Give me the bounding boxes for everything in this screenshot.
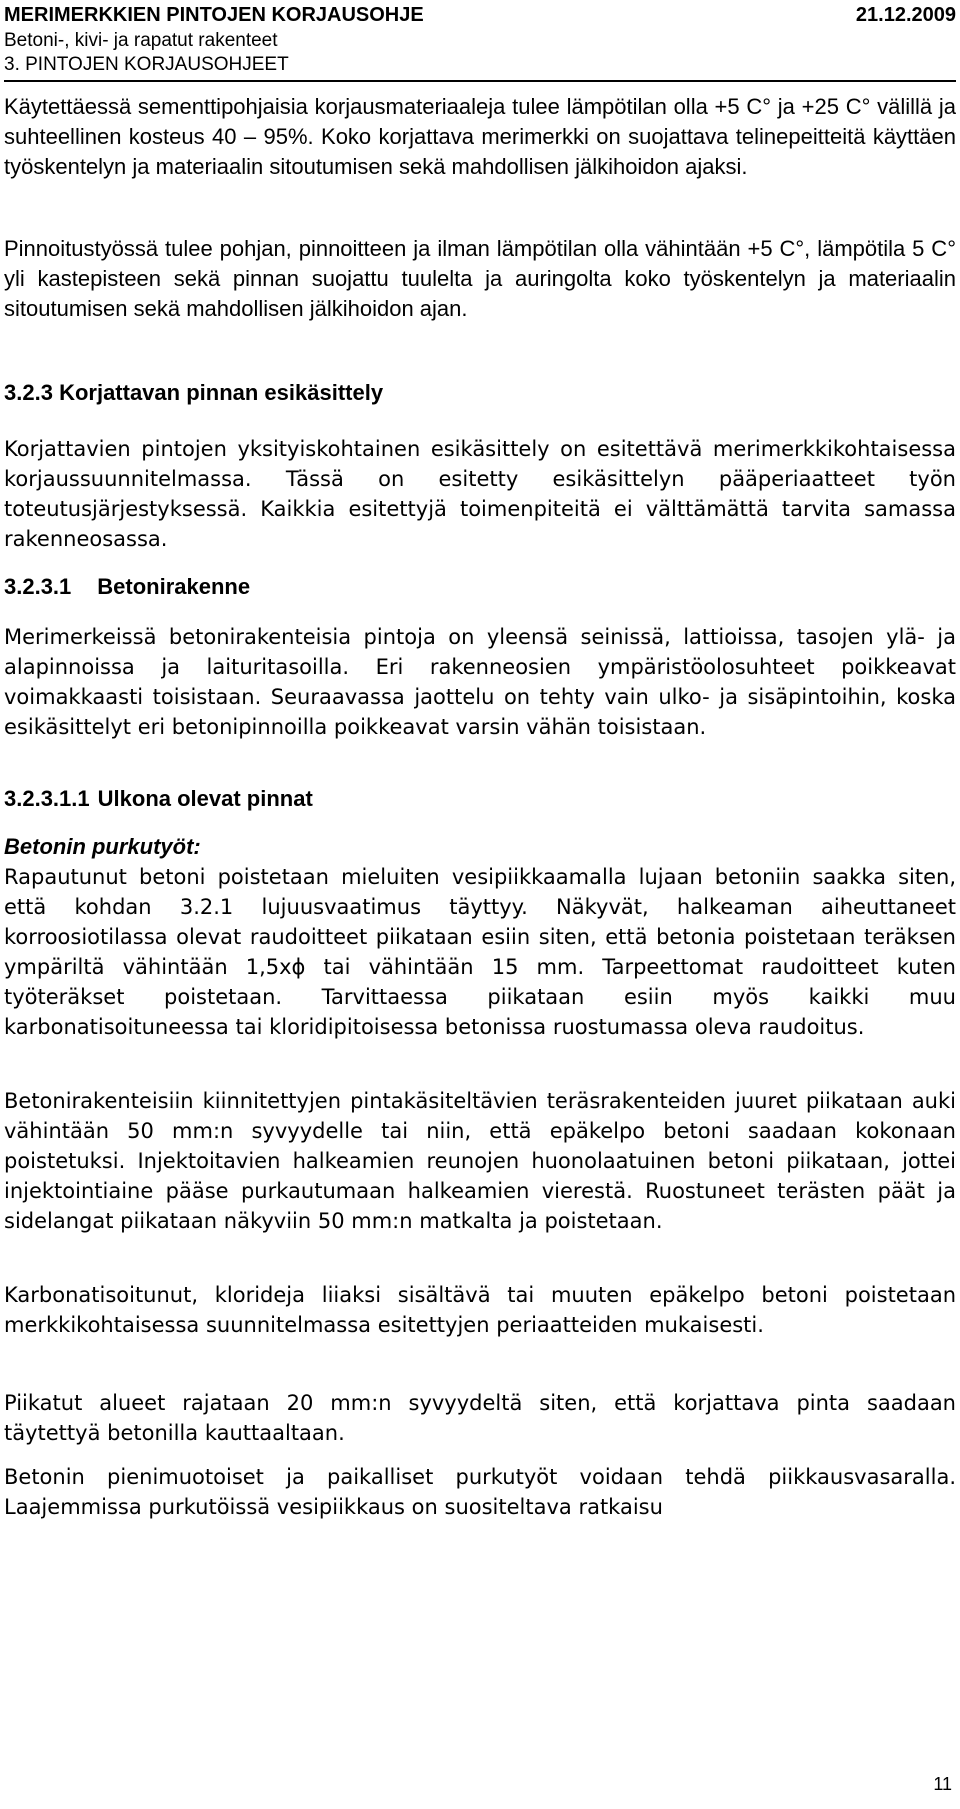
section-heading-3-2-3-1 bbox=[4, 574, 250, 600]
section-number: 3.2.3 bbox=[4, 380, 53, 405]
paragraph-text: Pinnoitustyössä tulee pohjan, pinnoitteen ja ilman lämpötilan olla vähintään +5 C°, lämpötila 5 C° yli kastepisteen sekä pinnan suojattu tuulelta ja auringolta koko työskentelyn ja materiaalin sitoutumisen sekä mahdollisen jälkihoidon ajan. bbox=[4, 236, 956, 321]
header-divider bbox=[4, 80, 956, 82]
paragraph-text: Käytettäessä sementtipohjaisia korjausmateriaaleja tulee lämpötilan olla +5 C° ja +25 C° välillä ja suhteellinen kosteus 40 – 95%. Koko korjattava merimerkki on suojattava telinepeitteitä käyttäen työskentelyn ja materiaalin sitoutumisen sekä mahdollisen jälkihoidon ajaksi. bbox=[4, 94, 956, 179]
paragraph-text: Korjattavien pintojen yksityiskohtainen esikäsittely on esitettävä merimerkkikohtaisessa korjaussuunnitelmassa. Tässä on esitetty esikäsittelyn pääperiaatteet työn toteutusjärjestyksessä. Kaikkia esitettyjä toimenpiteitä ei välttämättä tarvita samassa rakenneosassa. bbox=[4, 437, 956, 551]
paragraph-text: Rapautunut betoni poistetaan mieluiten vesipiikkaamalla lujaan betoniin saakka siten, että kohdan 3.2.1 lujuusvaatimus täyttyy. Näkyvät, halkeaman aiheuttaneet korroosiotilassa olevat raudoitteet piikataan esiin siten, että betonia poistetaan teräksen ympäriltä vähintään 1,5xϕ tai vähintään 15 mm. Tarpeettomat raudoitteet kuten työteräkset poistetaan. Tarvittaessa piikataan esiin myös kaikki muu karbonatisoituneessa tai kloridipitoisessa betonissa ruostumassa oleva raudoitus. bbox=[4, 865, 956, 1039]
section-title: Betonirakenne bbox=[97, 574, 251, 599]
header-row-chapter bbox=[4, 54, 956, 76]
chapter-title: 3. PINTOJEN KORJAUSOHJEET bbox=[4, 54, 289, 75]
document-date: 21.12.2009 bbox=[855, 4, 956, 26]
section-title: Korjattavan pinnan esikäsittely bbox=[59, 380, 384, 405]
section-heading-3-2-3 bbox=[4, 380, 383, 406]
subheading-text: Betonin purkutyöt: bbox=[4, 834, 201, 859]
section-heading-3-2-3-1-1 bbox=[4, 786, 313, 812]
section-title: Ulkona olevat pinnat bbox=[97, 786, 313, 811]
paragraph-text: Betonin pienimuotoiset ja paikalliset purkutyöt voidaan tehdä piikkausvasaralla. Laajemmissa purkutöissä vesipiikkaus on suositeltava ratkaisu bbox=[4, 1465, 956, 1519]
header-row-title bbox=[4, 4, 956, 26]
paragraph-text: Betonirakenteisiin kiinnitettyjen pintakäsiteltävien teräsrakenteiden juuret piikataan auki vähintään 50 mm:n syvyydelle tai niin, että epäkelpo betoni saadaan kokonaan poistetuksi. Injektoitavien halkeamien reunojen huonolaatuinen betoni piikataan, jottei injektointiaine pääse purkautumaan halkeamien vierestä. Ruostuneet terästen päät ja sidelangat piikataan näkyviin 50 mm:n matkalta ja poistetaan. bbox=[4, 1089, 956, 1233]
paragraph-text: Piikatut alueet rajataan 20 mm:n syvyydeltä siten, että korjattava pinta saadaan täytettyä betonilla kauttaaltaan. bbox=[4, 1391, 956, 1445]
section-number: 3.2.3.1 bbox=[4, 574, 72, 599]
section-number: 3.2.3.1.1 bbox=[4, 786, 90, 811]
header-row-subtitle bbox=[4, 30, 956, 52]
document-subtitle: Betoni-, kivi- ja rapatut rakenteet bbox=[4, 30, 278, 51]
paragraph-text: Karbonatisoitunut, kloridеja liiaksi sisältävä tai muuten epäkelpo betoni poistetaan merkkikohtaisessa suunnitelmassa esitettyjen periaatteiden mukaisesti. bbox=[4, 1283, 956, 1337]
document-title: MERIMERKKIEN PINTOJEN KORJAUSOHJE bbox=[4, 4, 424, 26]
subheading-demolition bbox=[4, 834, 201, 860]
paragraph-text: Merimerkeissä betonirakenteisia pintoja on yleensä seinissä, lattioissa, tasojen ylä- ja alapinnoissa ja laituritasoilla. Eri rakenneosien ympäristöolosuhteet poikkeavat voimakkaasti toisistaan. Seuraavassa jaottelu on tehty vain ulko- ja sisäpintoihin, koska esikäsittelyt eri betonipinnoilla poikkeavat varsin vähän toisistaan. bbox=[4, 625, 956, 739]
page-number: 11 bbox=[933, 1774, 952, 1794]
